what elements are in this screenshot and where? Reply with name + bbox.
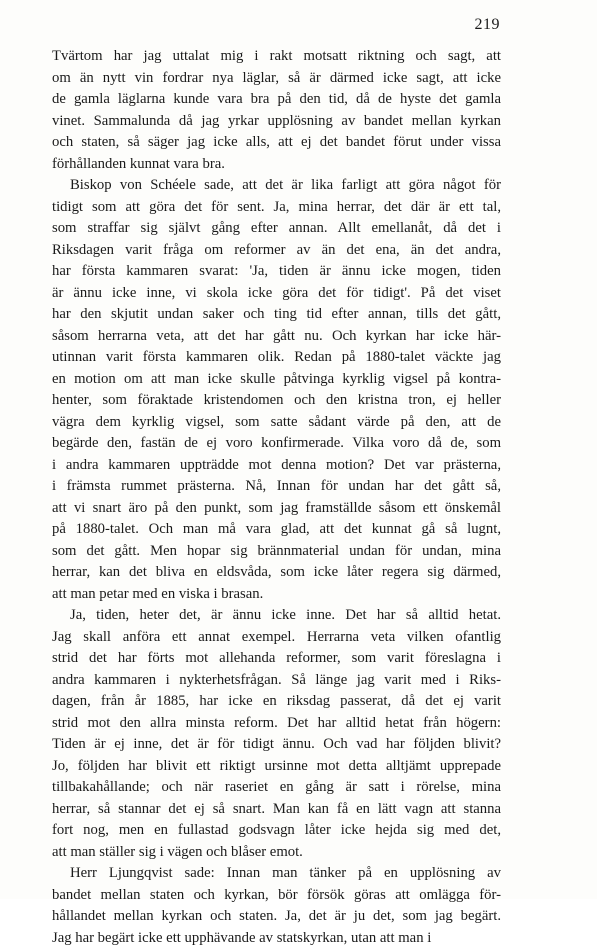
body-text [52, 46, 501, 949]
text-line: att vi snart äro på den punkt, som jag framställde såsom ett önskemål [52, 498, 501, 520]
text-line: Tvärtom har jag uttalat mig i rakt motsatt riktning och sagt, att [52, 46, 501, 68]
text-line: strid mot den allra minsta reform. Det har alltid hetat från högern: [52, 713, 501, 735]
text-line: bandet mellan staten och kyrkan, bör försök göras att omlägga för- [52, 885, 501, 907]
text-line: herrar, så stannar det ej så snart. Man kan få en lätt vagn att stanna [52, 799, 501, 821]
paragraph [52, 605, 501, 863]
text-line: henter, som föraktade kristendomen och den kristna tron, ej heller [52, 390, 501, 412]
text-line: herrar, kan det bliva en eldsvåda, som icke låter regera sig därmed, [52, 562, 501, 584]
text-line: strid det har förts mot allehanda reformer, som varit föreslagna i [52, 648, 501, 670]
text-line: att man petar med en viska i brasan. [52, 584, 501, 606]
text-line: fort nog, men en fullastad godsvagn låter icke hejda sig med det, [52, 820, 501, 842]
text-line: utinnan varit första kammaren olik. Redan på 1880-talet väckte jag [52, 347, 501, 369]
text-line: har den skjutit undan saker och ting tid efter annan, tills det gått, [52, 304, 501, 326]
text-line: hållandet mellan kyrkan och staten. Ja, det är ju det, som jag begärt. [52, 906, 501, 928]
text-line: i andra kammaren uppträdde mot denna motion? Det var prästerna, [52, 455, 501, 477]
text-line: Jo, följden har blivit ett riktigt ursinne mot detta alltjämt upprepade [52, 756, 501, 778]
paragraph [52, 46, 501, 175]
text-line: förhållanden kunnat vara bra. [52, 154, 501, 176]
text-line: vinet. Sammalunda då jag yrkar upplösning av bandet mellan kyrkan [52, 111, 501, 133]
text-line: en motion om att man icke skulle påtvinga kyrklig vigsel på kontra- [52, 369, 501, 391]
text-line: begärde den, fastän de ej voro konfirmerade. Vilka voro då de, som [52, 433, 501, 455]
text-line: på 1880-talet. Och man må vara glad, att det kunnat gå så lugnt, [52, 519, 501, 541]
text-line: dagen, från år 1885, har icke en riksdag passerat, då det ej varit [52, 691, 501, 713]
text-line: vägra dem kyrklig vigsel, som satte sådant värde på den, att de [52, 412, 501, 434]
text-line: Biskop von Schéele sade, att det är lika farligt att göra något för [52, 175, 501, 197]
paragraph [52, 863, 501, 949]
text-line: tidigt som att göra det för sent. Ja, mina herrar, det där är ett tal, [52, 197, 501, 219]
text-line: i främsta rummet prästerna. Nå, Innan för undan har det gått så, [52, 476, 501, 498]
text-line: Tiden är ej inne, det är för tidigt ännu. Och vad har följden blivit? [52, 734, 501, 756]
text-line: är ännu icke inne, vi skola icke göra det för tidigt'. På det viset [52, 283, 501, 305]
text-line: de gamla läglarna kunde vara bra på den tid, då de hyste det gamla [52, 89, 501, 111]
text-line: andra kammaren i nykterhetsfrågan. Så länge jag varit med i Riks- [52, 670, 501, 692]
text-line: Jag skall anföra ett annat exempel. Herrarna veta vilken ofantlig [52, 627, 501, 649]
text-line: som det gått. Men hopar sig brännmaterial undan för undan, mina [52, 541, 501, 563]
text-line: såsom herrarna veta, att det har gått nu. Och kyrkan har icke här- [52, 326, 501, 348]
text-line: Herr Ljungqvist sade: Innan man tänker på en upplösning av [52, 863, 501, 885]
text-line: som straffar sig självt gång efter annan. Allt emellanåt, då det i [52, 218, 501, 240]
paragraph [52, 175, 501, 605]
text-line: om än nytt vin fordrar nya läglar, så är därmed icke sagt, att icke [52, 68, 501, 90]
text-line: och staten, så säger jag icke alls, att ej det bandet förut under vissa [52, 132, 501, 154]
text-line: att man ställer sig i vägen och blåser emot. [52, 842, 501, 864]
page-number: 219 [475, 16, 501, 34]
text-line: tillbakahållande; och när raseriet en gång är satt i rörelse, mina [52, 777, 501, 799]
text-line: har första kammaren svarat: 'Ja, tiden är ännu icke mogen, tiden [52, 261, 501, 283]
text-line: Ja, tiden, heter det, är ännu icke inne. Det har så alltid hetat. [52, 605, 501, 627]
text-line: Jag har begärt icke ett upphävande av statskyrkan, utan att man i [52, 928, 501, 949]
text-line: Riksdagen varit fråga om reformer av än det ena, än det andra, [52, 240, 501, 262]
